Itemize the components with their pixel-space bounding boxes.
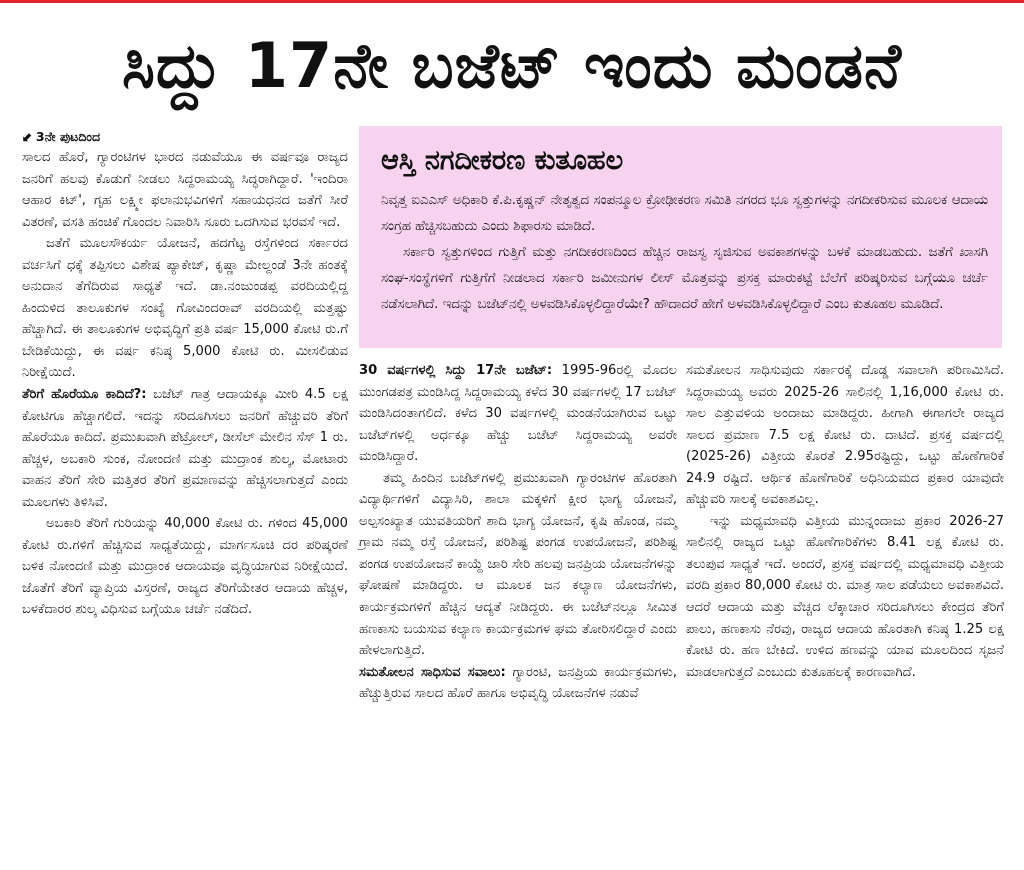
box-title: ಆಸ್ತಿ ನಗದೀಕರಣ ಕುತೂಹಲ (381, 145, 624, 176)
continued-from-label (22, 128, 348, 147)
headline: ಸಿದ್ದು 17ನೇ ಬಜೆಟ್ ಇಂದು ಮಂಡನೆ (122, 29, 902, 102)
column-3 (686, 360, 1004, 683)
box-body (381, 188, 988, 318)
asset-monetization-box (359, 126, 1002, 348)
col1-paragraph-3 (22, 384, 348, 513)
arrow-icon: ⬋ (22, 130, 33, 145)
col2-subheading-balance: ಸಮತೋಲನ ಸಾಧಿಸುವ ಸವಾಲು: (359, 664, 506, 680)
col2-paragraph-1 (359, 360, 677, 468)
col2-paragraph-1-text: 1995-96ರಲ್ಲಿ ಮೊದಲ ಮುಂಗಡಪತ್ರ ಮಂಡಿಸಿದ್ದ ಸಿದ್ದರಾಮಯ್ಯ ಕಳೆದ 30 ವರ್ಷಗಳಲ್ಲಿ 17 ಬಜೆಟ್ ಮಂಡಿಸಿದಂತಾಗಲಿದೆ. ಕಳೆದ 30 ವರ್ಷಗಳಲ್ಲಿ ಮಂಡನೆಯಾಗಿರುವ ಒಟ್ಟು ಬಜೆಟ್‌ಗಳಲ್ಲಿ ಅರ್ಧಕ್ಕೂ ಹೆಚ್ಚು ಬಜೆಟ್ ಸಿದ್ದರಾಮಯ್ಯ ಅವರೇ ಮಂಡಿಸಿದ್ದಾರೆ. (359, 363, 677, 465)
col3-paragraph-2: ಇನ್ನು ಮಧ್ಯಮಾವಧಿ ವಿತ್ತೀಯ ಮುನ್ನಂದಾಜು ಪ್ರಕಾರ 2026-27 ಸಾಲಿನಲ್ಲಿ ರಾಜ್ಯದ ಒಟ್ಟು ಹೊಣೆಗಾರಿಕೆಗಳು 8.41 ಲಕ್ಷ ಕೋಟಿ ರು. ತಲುಪುವ ಸಾಧ್ಯತೆ ಇದೆ. ಅಂದರೆ, ಪ್ರಸಕ್ತ ವರ್ಷದಲ್ಲಿ ಮಧ್ಯಮಾವಧಿ ವಿತ್ತೀಯ ವರದಿ ಪ್ರಕಾರ 80,000 ಕೋಟಿ ರು. ಮಾತ್ರ ಸಾಲ ಪಡೆಯಲು ಅವಕಾಶವಿದೆ. ಆದರೆ ಆದಾಯ ಮತ್ತು ವೆಚ್ಚದ ಲೆಕ್ಕಾಚಾರ ಸರಿದೂಗಿಸಲು ಕೇಂದ್ರದ ತೆರಿಗೆ ಪಾಲು, ಹಣಕಾಸು ನೆರವು, ರಾಜ್ಯದ ಆದಾಯ ಹೊರತಾಗಿ ಕನಿಷ್ಠ 1.25 ಲಕ್ಷ ಕೋಟಿ ರು. ಹಣ ಬೇಕಿದೆ. ಉಳಿದ ಹಣವನ್ನು ಯಾವ ಮೂಲದಿಂದ ಸೃಜನೆ ಮಾಡಲಾಗುತ್ತದೆ ಎಂಬುದು ಕುತೂಹಲಕ್ಕೆ ಕಾರಣವಾಗಿದೆ. (686, 513, 1004, 680)
col1-subheading-tax: ತೆರಿಗೆ ಹೊರೆಯೂ ಕಾದಿದೆ?: (22, 387, 147, 403)
col2-paragraph-3-text: ಗ್ಯಾರಂಟಿ, ಜನಪ್ರಿಯ ಕಾರ್ಯಕ್ರಮಗಳು, ಹೆಚ್ಚುತ್ತಿರುವ ಸಾಲದ ಹೊರೆ ಹಾಗೂ ಅಭಿವೃದ್ಧಿ ಯೋಜನೆಗಳ ನಡುವೆ (359, 664, 678, 702)
col1-paragraph-1: ಸಾಲದ ಹೊರೆ, ಗ್ಯಾರಂಟಿಗಳ ಭಾರದ ನಡುವೆಯೂ ಈ ವರ್ಷವೂ ರಾಜ್ಯದ ಜನರಿಗೆ ಹಲವು ಕೊಡುಗೆ ನೀಡಲು ಸಿದ್ದರಾಮಯ್ಯ ಸಿದ್ಧರಾಗಿದ್ದಾರೆ. 'ಇಂದಿರಾ ಆಹಾರ ಕಿಟ್', ಗೃಹ ಲಕ್ಷ್ಮೀ ಫಲಾನುಭವಿಗಳಿಗೆ ಸಹಾಯಧನದ ಜತೆಗೆ ಸೀರೆ ವಿತರಣೆ, ವಸತಿ ಹಂಚಿಕೆ ಗೊಂದಲ ನಿವಾರಿಸಿ ಸೂರು ಒದಗಿಸುವ ಭರವಸೆ ಇದೆ. (22, 150, 348, 230)
col1-paragraph-4: ಅಬಕಾರಿ ತೆರಿಗೆ ಗುರಿಯನ್ನು 40,000 ಕೋಟಿ ರು. ಗಳಿಂದ 45,000 ಕೋಟಿ ರು.ಗಳಿಗೆ ಹೆಚ್ಚಿಸುವ ಸಾಧ್ಯತೆಯಿದ್ದು, ಮಾರ್ಗಸೂಚಿ ದರ ಪರಿಷ್ಕರಣೆ ಬಳಿಕ ನೋಂದಣಿ ಮತ್ತು ಮುದ್ರಾಂಕ ಆದಾಯವೂ ವೃದ್ಧಿಯಾಗುವ ನಿರೀಕ್ಷೆಯಿದೆ. ಜೊತೆಗೆ ತೆರಿಗೆ ವ್ಯಾಪ್ತಿಯ ವಿಸ್ತರಣೆ, ರಾಜ್ಯದ ತೆರಿಗೆಯೇತರ ಆದಾಯ ಹೆಚ್ಚಳ, ಬಳಕೆದಾರರ ಶುಲ್ಕ ವಿಧಿಸುವ ಬಗ್ಗೆಯೂ ಚರ್ಚೆ ನಡೆದಿದೆ. (22, 516, 348, 618)
continued-from-text: 3ನೇ ಪುಟದಿಂದ (35, 129, 101, 144)
col1-paragraph-3-text: ಬಜೆಟ್ ಗಾತ್ರ ಆದಾಯಕ್ಕೂ ಮೀರಿ 4.5 ಲಕ್ಷ ಕೋಟಿಗೂ ಹೆಚ್ಚಾಗಲಿದೆ. ಇದನ್ನು ಸರಿದೂಗಿಸಲು ಜನರಿಗೆ ಹೆಚ್ಚುವರಿ ತೆರಿಗೆ ಹೊರೆಯೂ ಕಾದಿದೆ. ಪ್ರಮುಖವಾಗಿ ಪೆಟ್ರೋಲ್, ಡೀಸೆಲ್ ಮೇಲಿನ ಸೆಸ್ 1 ರು. ಹೆಚ್ಚಳ, ಅಬಕಾರಿ ಸುಂಕ, ನೋಂದಣಿ ಮತ್ತು ಮುದ್ರಾಂಕ ಶುಲ್ಕ, ಮೋಟಾರು ವಾಹನ ತೆರಿಗೆ ಸೇರಿ ಮತ್ತಿತರ ತೆರಿಗೆ ಪ್ರಮಾಣವನ್ನು ಹೆಚ್ಚಿಸಲಾಗುತ್ತದೆ ಎಂದು ಮೂಲಗಳು ತಿಳಿಸಿವೆ. (22, 387, 348, 510)
box-paragraph-2: ಸರ್ಕಾರಿ ಸ್ವತ್ತುಗಳಿಂದ ಗುತ್ತಿಗೆ ಮತ್ತು ನಗದೀಕರಣದಿಂದ ಹೆಚ್ಚಿನ ರಾಜಸ್ವ ಸೃಜಿಸುವ ಅವಕಾಶಗಳನ್ನು ಬಳಕೆ ಮಾಡಬಹುದು. ಜತೆಗೆ ಖಾಸಗಿ ಸಂಘ-ಸಂಸ್ಥೆಗಳಿಗೆ ಗುತ್ತಿಗೆಗೆ ನೀಡಲಾದ ಸರ್ಕಾರಿ ಜಮೀನುಗಳ ಲೀಸ್ ಮೊತ್ತವನ್ನು ಪ್ರಸಕ್ತ ಮಾರುಕಟ್ಟೆ ಬೆಲೆಗೆ ಪರಿಷ್ಕರಿಸುವ ಬಗ್ಗೆಯೂ ಚರ್ಚೆ ನಡೆಸಲಾಗಿದೆ. ಇದನ್ನು ಬಜೆಟ್‌ನಲ್ಲಿ ಅಳವಡಿಸಿಕೊಳ್ಳಲಿದ್ದಾರೆಯೇ? ಹೌದಾದರೆ ಹೇಗೆ ಅಳವಡಿಸಿಕೊಳ್ಳಲಿದ್ದಾರೆ ಎಂಬ ಕುತೂಹಲ ಮೂಡಿದೆ. (381, 245, 988, 312)
col2-paragraph-2: ತಮ್ಮ ಹಿಂದಿನ ಬಜೆಟ್‌ಗಳಲ್ಲಿ ಪ್ರಮುಖವಾಗಿ ಗ್ಯಾರಂಟಿಗಳ ಹೊರತಾಗಿ ವಿದ್ಯಾರ್ಥಿಗಳಿಗೆ ವಿದ್ಯಾಸಿರಿ, ಶಾಲಾ ಮಕ್ಕಳಿಗೆ ಕ್ಷೀರ ಭಾಗ್ಯ ಯೋಜನೆ, ಅಲ್ಪಸಂಖ್ಯಾತ ಯುವತಿಯರಿಗೆ ಶಾದಿ ಭಾಗ್ಯ ಯೋಜನೆ, ಕೃಷಿ ಹೊಂಡ, ನಮ್ಮ ಗ್ರಾಮ ನಮ್ಮ ರಸ್ತೆ ಯೋಜನೆ, ಪರಿಶಿಷ್ಟ ಪಂಗಡ ಉಪಯೋಜನೆ, ಪರಿಶಿಷ್ಟ ಪಂಗಡ ಉಪಯೋಜನೆ ಕಾಯ್ದೆ ಜಾರಿ ಸೇರಿ ಹಲವು ಜನಪ್ರಿಯ ಯೋಜನೆಗಳನ್ನು ಘೋಷಣೆ ಮಾಡಿದ್ದರು. ಆ ಮೂಲಕ ಜನ ಕಲ್ಯಾಣ ಯೋಜನೆಗಳು, ಕಾರ್ಯಕ್ರಮಗಳಿಗೆ ಹೆಚ್ಚಿನ ಆದ್ಯತೆ ನೀಡಿದ್ದರು. ಈ ಬಜೆಟ್‌ನಲ್ಲೂ ಸೀಮಿತ ಹಣಕಾಸು ಬಯಸುವ ಕಲ್ಯಾಣ ಕಾರ್ಯಕ್ರಮಗಳ ಘಮ ತೋರಿಸಲಿದ್ದಾರೆ ಎಂದು ಹೇಳಲಾಗುತ್ತಿದೆ. (359, 470, 677, 659)
col2-subheading-17th-budget: 30 ವರ್ಷಗಳಲ್ಲಿ ಸಿದ್ದು 17ನೇ ಬಜೆಟ್: (359, 363, 553, 378)
col1-paragraph-2: ಜತೆಗೆ ಮೂಲಸೌಕರ್ಯ ಯೋಜನೆ, ಹದಗೆಟ್ಟ ರಸ್ತೆಗಳಿಂದ ಸರ್ಕಾರದ ವರ್ಚಸಿಗೆ ಧಕ್ಕೆ ತಪ್ಪಿಸಲು ವಿಶೇಷ ಪ್ಯಾಕೇಜ್, ಕೃಷ್ಣಾ ಮೇಲ್ದಂಡೆ 3ನೇ ಹಂತಕ್ಕೆ ಅನುದಾನ ತೆಗೆದಿರುವ ಸಾಧ್ಯತೆ ಇದೆ. ಡಾ.ನಂಜುಂಡಪ್ಪ ವರದಿಯಲ್ಲಿದ್ದ ಹಿಂದುಳಿದ ತಾಲೂಕುಗಳ ಸಂಖ್ಯೆ ಗೋವಿಂದರಾವ್ ವರದಿಯಲ್ಲಿ ಮತ್ತಷ್ಟು ಹೆಚ್ಚಾಗಿದೆ. ಈ ತಾಲೂಕುಗಳ ಅಭಿವೃದ್ಧಿಗೆ ಪ್ರತಿ ವರ್ಷ 15,000 ಕೋಟಿ ರು.ಗೆ ಬೇಡಿಕೆಯಿದ್ದು, ಈ ವರ್ಷ ಕನಿಷ್ಠ 5,000 ಕೋಟಿ ರು. ಮೀಸಲಿಡುವ ನಿರೀಕ್ಷೆಯಿದೆ. (22, 236, 348, 381)
col3-paragraph-1: ಸಮತೋಲನ ಸಾಧಿಸುವುದು ಸರ್ಕಾರಕ್ಕೆ ದೊಡ್ಡ ಸವಾಲಾಗಿ ಪರಿಣಮಿಸಿದೆ. ಸಿದ್ದರಾಮಯ್ಯ ಅವರು 2025-26 ಸಾಲಿನಲ್ಲಿ 1,16,000 ಕೋಟಿ ರು. ಸಾಲ ಎತ್ತುವಳಿಯ ಅಂದಾಜು ಮಾಡಿದ್ದರು. ಹೀಗಾಗಿ ಈಗಾಗಲೇ ರಾಜ್ಯದ ಸಾಲದ ಪ್ರಮಾಣ 7.5 ಲಕ್ಷ ಕೋಟಿ ರು. ದಾಟಿದೆ. ಪ್ರಸಕ್ತ ವರ್ಷದಲ್ಲಿ (2025-26) ವಿತ್ತೀಯ ಕೊರತೆ 2.95ರಷ್ಟಿದ್ದು, ಒಟ್ಟು ಹೊಣೆಗಾರಿಕೆ 24.9 ರಷ್ಟಿದೆ. ಆರ್ಥಿಕ ಹೊಣೆಗಾರಿಕೆ ಅಧಿನಿಯಮದ ಪ್ರಕಾರ ಯಾವುದೇ ಹೆಚ್ಚುವರಿ ಸಾಲಕ್ಕೆ ಅವಕಾಶವಿಲ್ಲ. (686, 363, 1004, 508)
top-rule (0, 0, 1024, 3)
column-1 (22, 128, 348, 621)
column-2 (359, 360, 677, 705)
col2-paragraph-3 (359, 662, 677, 705)
box-paragraph-1: ನಿವೃತ್ತ ಐಎಎಸ್ ಅಧಿಕಾರಿ ಕೆ.ಪಿ.ಕೃಷ್ಣನ್ ನೇತೃತ್ವದ ಸಂಪನ್ಮೂಲ ಕ್ರೋಢೀಕರಣ ಸಮಿತಿ ನಗರದ ಭೂ ಸ್ವತ್ತುಗಳನ್ನು ನಗದೀಕರಿಸುವ ಮೂಲಕ ಆದಾಯ ಸಂಗ್ರಹ ಹೆಚ್ಚಿಸಬಹುದು ಎಂದು ಶಿಫಾರಸು ಮಾಡಿದೆ. (381, 193, 988, 234)
